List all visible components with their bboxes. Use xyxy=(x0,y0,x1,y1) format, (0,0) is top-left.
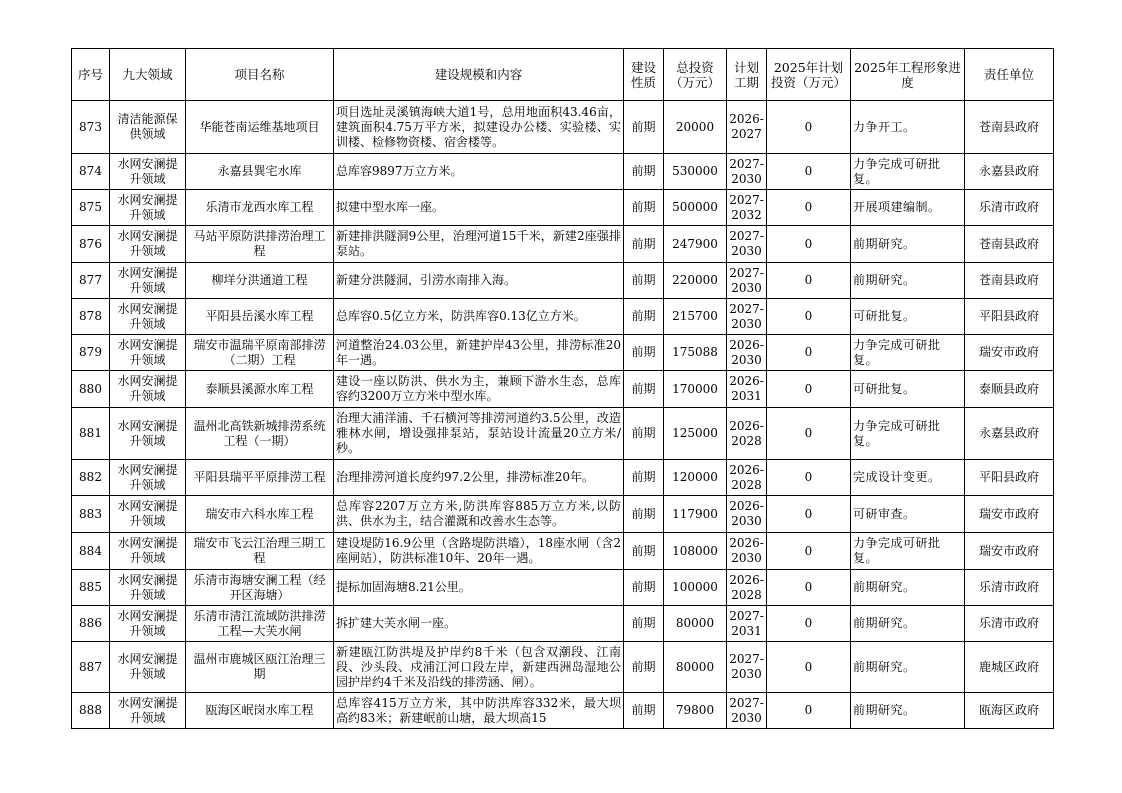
cell-scope: 拟建中型水库一座。 xyxy=(334,190,624,226)
cell-period: 2026-2028 xyxy=(727,460,767,496)
table-row xyxy=(72,101,1054,154)
cell-investment: 108000 xyxy=(664,533,727,570)
cell-investment: 247900 xyxy=(664,226,727,263)
table-row xyxy=(72,496,1054,533)
cell-field: 水网安澜提升领域 xyxy=(110,606,186,642)
cell-project-name: 瓯海区岷岗水库工程 xyxy=(186,693,334,729)
cell-seq: 885 xyxy=(72,570,110,606)
cell-plan-2025: 0 xyxy=(767,460,851,496)
cell-plan-2025: 0 xyxy=(767,693,851,729)
table-header-row xyxy=(72,49,1054,101)
table-row xyxy=(72,299,1054,335)
cell-field: 水网安澜提升领域 xyxy=(110,226,186,263)
cell-seq: 879 xyxy=(72,335,110,371)
cell-scope: 河道整治24.03公里，新建护岸43公里，排涝标准20年一遇。 xyxy=(334,335,624,371)
cell-seq: 884 xyxy=(72,533,110,570)
cell-nature: 前期 xyxy=(624,570,664,606)
cell-project-name: 乐清市清江流域防洪排涝工程—大芙水闸 xyxy=(186,606,334,642)
cell-investment: 125000 xyxy=(664,408,727,460)
cell-scope: 新建瓯江防洪堤及护岸约8千米（包含双潮段、江南段、沙头段、戍浦江河口段左岸，新建西洲岛湿地公园护岸约4千米及沿线的排涝涵、闸）。 xyxy=(334,642,624,693)
cell-progress: 可研批复。 xyxy=(851,371,965,408)
cell-project-name: 瑞安市温瑞平原南部排涝（二期）工程 xyxy=(186,335,334,371)
cell-plan-2025: 0 xyxy=(767,570,851,606)
table-row xyxy=(72,190,1054,226)
cell-investment: 120000 xyxy=(664,460,727,496)
header-seq: 序号 xyxy=(72,49,110,101)
cell-scope: 治理排涝河道长度约97.2公里，排涝标准20年。 xyxy=(334,460,624,496)
cell-plan-2025: 0 xyxy=(767,190,851,226)
cell-period: 2026-2031 xyxy=(727,371,767,408)
project-table xyxy=(71,48,1054,729)
header-progress-2025: 2025年工程形象进度 xyxy=(851,49,965,101)
cell-progress: 前期研究。 xyxy=(851,263,965,299)
table-row xyxy=(72,570,1054,606)
cell-nature: 前期 xyxy=(624,190,664,226)
cell-progress: 力争完成可研批复。 xyxy=(851,408,965,460)
cell-scope: 提标加固海塘8.21公里。 xyxy=(334,570,624,606)
cell-nature: 前期 xyxy=(624,335,664,371)
table-row xyxy=(72,226,1054,263)
cell-field: 水网安澜提升领域 xyxy=(110,263,186,299)
cell-unit: 乐清市政府 xyxy=(965,190,1054,226)
cell-unit: 乐清市政府 xyxy=(965,606,1054,642)
cell-project-name: 永嘉县巽宅水库 xyxy=(186,154,334,190)
cell-progress: 可研审查。 xyxy=(851,496,965,533)
table-row xyxy=(72,642,1054,693)
cell-scope: 项目选址灵溪镇海峡大道1号，总用地面积43.46亩，建筑面积4.75万平方米，拟建设办公楼、实验楼、实训楼、检修物资楼、宿舍楼等。 xyxy=(334,101,624,154)
cell-investment: 117900 xyxy=(664,496,727,533)
cell-field: 水网安澜提升领域 xyxy=(110,533,186,570)
cell-unit: 瑞安市政府 xyxy=(965,496,1054,533)
cell-project-name: 乐清市龙西水库工程 xyxy=(186,190,334,226)
cell-seq: 878 xyxy=(72,299,110,335)
header-nature: 建设性质 xyxy=(624,49,664,101)
table-row xyxy=(72,263,1054,299)
cell-seq: 873 xyxy=(72,101,110,154)
header-invest: 总投资（万元） xyxy=(664,49,727,101)
cell-period: 2026-2027 xyxy=(727,101,767,154)
cell-scope: 总库容9897万立方米。 xyxy=(334,154,624,190)
cell-field: 水网安澜提升领域 xyxy=(110,190,186,226)
cell-nature: 前期 xyxy=(624,606,664,642)
table-row xyxy=(72,460,1054,496)
cell-progress: 可研批复。 xyxy=(851,299,965,335)
cell-period: 2027-2030 xyxy=(727,693,767,729)
cell-period: 2027-2030 xyxy=(727,299,767,335)
cell-progress: 前期研究。 xyxy=(851,226,965,263)
cell-period: 2027-2032 xyxy=(727,190,767,226)
table-row xyxy=(72,154,1054,190)
cell-nature: 前期 xyxy=(624,460,664,496)
header-name: 项目名称 xyxy=(186,49,334,101)
cell-scope: 建设一座以防洪、供水为主，兼顾下游水生态，总库容约3200万立方米中型水库。 xyxy=(334,371,624,408)
cell-seq: 886 xyxy=(72,606,110,642)
cell-nature: 前期 xyxy=(624,263,664,299)
cell-field: 水网安澜提升领域 xyxy=(110,693,186,729)
cell-seq: 875 xyxy=(72,190,110,226)
cell-investment: 530000 xyxy=(664,154,727,190)
table-row xyxy=(72,693,1054,729)
cell-investment: 80000 xyxy=(664,606,727,642)
cell-field: 水网安澜提升领域 xyxy=(110,496,186,533)
cell-scope: 总库容415万立方米，其中防洪库容332米，最大坝高约83米；新建岷前山塘，最大坝高15 xyxy=(334,693,624,729)
header-unit: 责任单位 xyxy=(965,49,1054,101)
cell-seq: 881 xyxy=(72,408,110,460)
cell-plan-2025: 0 xyxy=(767,606,851,642)
cell-scope: 新建排洪隧洞9公里，治理河道15千米，新建2座强排泵站。 xyxy=(334,226,624,263)
cell-project-name: 平阳县瑞平平原排涝工程 xyxy=(186,460,334,496)
cell-nature: 前期 xyxy=(624,533,664,570)
cell-unit: 平阳县政府 xyxy=(965,460,1054,496)
cell-plan-2025: 0 xyxy=(767,263,851,299)
cell-progress: 前期研究。 xyxy=(851,606,965,642)
cell-nature: 前期 xyxy=(624,408,664,460)
cell-project-name: 柳垟分洪通道工程 xyxy=(186,263,334,299)
cell-investment: 220000 xyxy=(664,263,727,299)
cell-project-name: 瑞安市六科水库工程 xyxy=(186,496,334,533)
table-row xyxy=(72,606,1054,642)
cell-plan-2025: 0 xyxy=(767,496,851,533)
cell-seq: 887 xyxy=(72,642,110,693)
cell-period: 2027-2030 xyxy=(727,154,767,190)
cell-project-name: 华能苍南运维基地项目 xyxy=(186,101,334,154)
cell-period: 2026-2028 xyxy=(727,408,767,460)
cell-plan-2025: 0 xyxy=(767,408,851,460)
cell-investment: 79800 xyxy=(664,693,727,729)
table-row xyxy=(72,533,1054,570)
cell-investment: 80000 xyxy=(664,642,727,693)
cell-unit: 永嘉县政府 xyxy=(965,154,1054,190)
header-scope: 建设规模和内容 xyxy=(334,49,624,101)
cell-period: 2027-2030 xyxy=(727,263,767,299)
cell-investment: 500000 xyxy=(664,190,727,226)
table-body xyxy=(72,101,1054,729)
cell-plan-2025: 0 xyxy=(767,642,851,693)
table-row xyxy=(72,371,1054,408)
cell-scope: 治理大浦洋浦、千石横河等排涝河道约3.5公里，改造雅林水闸，增设强排泵站，泵站设计流量20立方米/秒。 xyxy=(334,408,624,460)
cell-period: 2027-2031 xyxy=(727,606,767,642)
cell-unit: 苍南县政府 xyxy=(965,101,1054,154)
cell-field: 水网安澜提升领域 xyxy=(110,335,186,371)
cell-plan-2025: 0 xyxy=(767,299,851,335)
cell-field: 水网安澜提升领域 xyxy=(110,371,186,408)
cell-seq: 874 xyxy=(72,154,110,190)
cell-unit: 瑞安市政府 xyxy=(965,533,1054,570)
cell-progress: 力争完成可研批复。 xyxy=(851,335,965,371)
cell-field: 清洁能源保供领域 xyxy=(110,101,186,154)
cell-seq: 877 xyxy=(72,263,110,299)
cell-scope: 建设堤防16.9公里（含路堤防洪墙），18座水闸（含2座闸站），防洪标准10年、20年一遇。 xyxy=(334,533,624,570)
cell-project-name: 泰顺县溪源水库工程 xyxy=(186,371,334,408)
cell-period: 2027-2030 xyxy=(727,226,767,263)
cell-seq: 882 xyxy=(72,460,110,496)
cell-nature: 前期 xyxy=(624,154,664,190)
cell-seq: 876 xyxy=(72,226,110,263)
cell-unit: 苍南县政府 xyxy=(965,226,1054,263)
cell-progress: 力争完成可研批复。 xyxy=(851,154,965,190)
cell-nature: 前期 xyxy=(624,226,664,263)
cell-field: 水网安澜提升领域 xyxy=(110,299,186,335)
cell-unit: 平阳县政府 xyxy=(965,299,1054,335)
cell-nature: 前期 xyxy=(624,642,664,693)
cell-progress: 力争完成可研批复。 xyxy=(851,533,965,570)
cell-unit: 乐清市政府 xyxy=(965,570,1054,606)
cell-scope: 新建分洪隧洞，引涝水南排入海。 xyxy=(334,263,624,299)
cell-unit: 泰顺县政府 xyxy=(965,371,1054,408)
cell-unit: 鹿城区政府 xyxy=(965,642,1054,693)
cell-scope: 拆扩建大芙水闸一座。 xyxy=(334,606,624,642)
cell-plan-2025: 0 xyxy=(767,335,851,371)
cell-unit: 苍南县政府 xyxy=(965,263,1054,299)
cell-seq: 880 xyxy=(72,371,110,408)
header-field: 九大领域 xyxy=(110,49,186,101)
cell-plan-2025: 0 xyxy=(767,226,851,263)
cell-nature: 前期 xyxy=(624,496,664,533)
cell-field: 水网安澜提升领域 xyxy=(110,570,186,606)
cell-period: 2026-2030 xyxy=(727,533,767,570)
cell-nature: 前期 xyxy=(624,371,664,408)
cell-plan-2025: 0 xyxy=(767,533,851,570)
cell-investment: 100000 xyxy=(664,570,727,606)
cell-scope: 总库容2207万立方米,防洪库容885万立方米,以防洪、供水为主，结合灌溉和改善水生态等。 xyxy=(334,496,624,533)
cell-project-name: 平阳县岳溪水库工程 xyxy=(186,299,334,335)
cell-period: 2026-2030 xyxy=(727,496,767,533)
cell-progress: 开展项建编制。 xyxy=(851,190,965,226)
cell-plan-2025: 0 xyxy=(767,101,851,154)
cell-unit: 瑞安市政府 xyxy=(965,335,1054,371)
cell-project-name: 乐清市海塘安澜工程（经开区海塘） xyxy=(186,570,334,606)
cell-nature: 前期 xyxy=(624,299,664,335)
cell-seq: 883 xyxy=(72,496,110,533)
cell-progress: 前期研究。 xyxy=(851,570,965,606)
cell-project-name: 温州北高铁新城排涝系统工程（一期） xyxy=(186,408,334,460)
table-row xyxy=(72,335,1054,371)
cell-project-name: 马站平原防洪排涝治理工程 xyxy=(186,226,334,263)
cell-field: 水网安澜提升领域 xyxy=(110,460,186,496)
cell-period: 2026-2030 xyxy=(727,335,767,371)
cell-nature: 前期 xyxy=(624,693,664,729)
cell-investment: 175088 xyxy=(664,335,727,371)
cell-unit: 瓯海区政府 xyxy=(965,693,1054,729)
cell-project-name: 温州市鹿城区瓯江治理三期 xyxy=(186,642,334,693)
cell-progress: 前期研究。 xyxy=(851,693,965,729)
cell-field: 水网安澜提升领域 xyxy=(110,154,186,190)
cell-period: 2026-2028 xyxy=(727,570,767,606)
cell-investment: 215700 xyxy=(664,299,727,335)
cell-seq: 888 xyxy=(72,693,110,729)
cell-investment: 20000 xyxy=(664,101,727,154)
table-row xyxy=(72,408,1054,460)
cell-investment: 170000 xyxy=(664,371,727,408)
cell-nature: 前期 xyxy=(624,101,664,154)
cell-field: 水网安澜提升领域 xyxy=(110,408,186,460)
cell-period: 2027-2030 xyxy=(727,642,767,693)
cell-unit: 永嘉县政府 xyxy=(965,408,1054,460)
cell-plan-2025: 0 xyxy=(767,371,851,408)
cell-progress: 前期研究。 xyxy=(851,642,965,693)
header-period: 计划工期 xyxy=(727,49,767,101)
cell-scope: 总库容0.5亿立方米，防洪库容0.13亿立方米。 xyxy=(334,299,624,335)
cell-field: 水网安澜提升领域 xyxy=(110,642,186,693)
cell-plan-2025: 0 xyxy=(767,154,851,190)
cell-progress: 力争开工。 xyxy=(851,101,965,154)
header-plan-2025: 2025年计划投资（万元） xyxy=(767,49,851,101)
cell-project-name: 瑞安市飞云江治理三期工程 xyxy=(186,533,334,570)
cell-progress: 完成设计变更。 xyxy=(851,460,965,496)
